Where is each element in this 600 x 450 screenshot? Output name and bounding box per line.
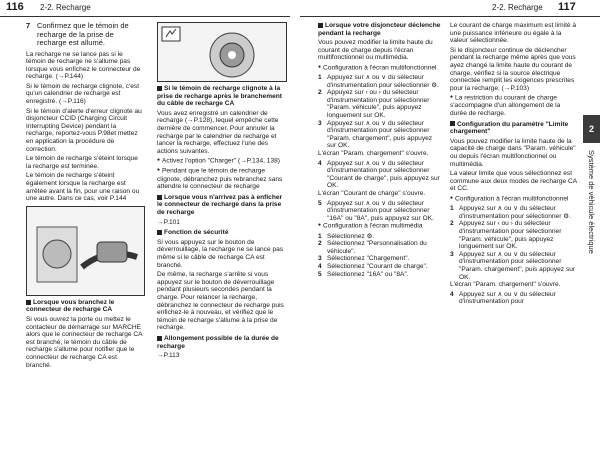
paragraph: Si vous appuyez sur le bouton de déverrouillage, la recharge ne se lance pas même si le câble de recharge CA est branché. xyxy=(157,238,284,269)
bullet-item: ● Configuration à l'écran multimédia xyxy=(318,222,442,230)
left-page-header xyxy=(0,0,290,15)
paragraph: L'écran "Param. chargement" s'ouvre. xyxy=(318,150,429,158)
step-5: 5 Appuyez sur ∧ ou ∨ du sélecteur d'instrumentation pour sélectionner "16A" ou "8A", puis appuyez sur OK. xyxy=(318,199,434,222)
paragraph: La recharge ne se lance pas si le témoin de recharge ne s'allume pas lorsque vous enfichez le connecteur de recharge. (→P.144) xyxy=(26,50,141,81)
section-heading: Lorsque votre disjoncteur déclenche pendant la recharge xyxy=(318,22,441,37)
paragraph: Le témoin de recharge s'éteint lorsque la recharge est terminée. xyxy=(26,155,138,170)
step-4: 4 Appuyez sur ∧ ou ∨ du sélecteur d'instrumentation pour sélectionner "Courant de charge", puis appuyez sur OK. xyxy=(318,159,440,190)
step-1: 1 Appuyez sur ∧ ou ∨ du sélecteur d'instrumentation pour sélectionner ⚙. xyxy=(318,74,439,89)
mm-step-2: 2 Sélectionnez "Personnalisation du véhicule". xyxy=(318,240,427,255)
connector-illustration xyxy=(27,207,144,295)
paragraph: L'écran "Param. chargement" s'ouvre. xyxy=(450,281,561,289)
step-number: 7 xyxy=(26,21,31,30)
paragraph: Vous pouvez modifier la limite haute du courant de charge depuis l'écran multifonctionnel ou multimédia. xyxy=(318,39,433,62)
bullet-item: ● Configuration à l'écran multifonctionnel xyxy=(318,64,442,72)
step-text: Confirmez que le témoin de recharge de la prise de recharge est allumé. xyxy=(37,21,129,47)
step-7 xyxy=(26,22,143,48)
mm-step-5: 5 Sélectionnez "16A" ou "8A". xyxy=(318,270,409,278)
paragraph: Vous pouvez modifier la limite haute de la capacité de charge dans "Param. véhicule" ou depuis l'écran multifonctionnel ou multimédia. xyxy=(450,137,576,168)
chapter-title: Système de véhicule électrique xyxy=(587,150,596,254)
paragraph: Le courant de charge maximum est limité à une puissance inférieure ou égale à la valeur sélectionnée. xyxy=(450,22,577,45)
paragraph: Si le disjoncteur continue de déclencher pendant la recharge même après que vous ayez changé la limite haute du courant de charge, vérifiez si la source électrique connectée remplit les exigences prescrites pour la recharge. (→P.103) xyxy=(450,46,576,92)
bullet-item: ● Configuration à l'écran multifonctionnel xyxy=(450,195,578,203)
paragraph: La valeur limite que vous sélectionnez est commune aux deux modes de recharge CA et CC. xyxy=(450,170,577,193)
chapter-side-label xyxy=(582,150,600,290)
right-page-number: 117 xyxy=(558,1,576,13)
right-page-header xyxy=(300,0,600,15)
paragraph: Le témoin de recharge s'éteint également lorsque la recharge est arrêtée avant la fin, pour une raison ou une autre. Dans ce cas, voir P.144 xyxy=(26,172,140,203)
bullet-item: ● La restriction du courant de charge s'accompagne d'un allongement de la durée de recharge. xyxy=(450,94,578,117)
paragraph: L'écran "Courant de charge" s'ouvre. xyxy=(318,190,426,198)
section-heading: Fonction de sécurité xyxy=(157,229,285,237)
column-2 xyxy=(157,22,285,362)
step-1: 1 Appuyez sur ∧ ou ∨ du sélecteur d'instrumentation pour sélectionner ⚙. xyxy=(450,205,571,220)
step-2: 2 Appuyez sur ‹ ou › du sélecteur d'instrumentation pour sélectionner "Param. véhicule", puis appuyez longuement sur OK. xyxy=(318,89,430,120)
paragraph: Si vous ouvrez la porte ou mettez le contacteur de démarrage sur MARCHE alors que le connecteur de recharge CA est branché, le témoin du câble de recharge s'allume pour notifier que le connecteur de recharge CA est branché. xyxy=(26,315,143,369)
paragraph: Vous avez enregistré un calendrier de recharge (→P.128), lequel empêche cette dernière de commencer. Pour annuler la recharge par le calendrier de recharge et lancer la recharge, effectuez l'une des actions suivantes. xyxy=(157,109,279,155)
charging-connector-photo xyxy=(26,206,145,296)
step-3: 3 Appuyez sur ∧ ou ∨ du sélecteur d'instrumentation pour sélectionner "Param. chargement", puis appuyez sur OK. xyxy=(450,250,576,281)
paragraph: Si le témoin de recharge clignote, c'est qu'un calendrier de recharge est enregistré. (→P.116) xyxy=(26,82,140,106)
left-page-number: 116 xyxy=(6,1,24,13)
page-reference: →P.101 xyxy=(157,218,180,226)
column-4 xyxy=(450,22,578,306)
section-heading: Allongement possible de la durée de recharge xyxy=(157,334,279,350)
step-2: 2 Appuyez sur ‹ ou › du sélecteur d'instrumentation pour sélectionner "Param. véhicule", puis appuyez longuement sur OK. xyxy=(450,220,562,251)
step-3: 3 Appuyez sur ∧ ou ∨ du sélecteur d'instrumentation pour sélectionner "Param. chargement", puis appuyez sur OK. xyxy=(318,119,433,150)
section-heading: Si le témoin de recharge clignote à la prise de recharge après le branchement du câble de recharge CA xyxy=(157,85,282,108)
page-reference: →P.113 xyxy=(157,352,180,360)
mm-step-1: 1 Sélectionnez ⚙. xyxy=(318,232,375,240)
right-section-title: 2-2. Recharge xyxy=(492,3,543,12)
bullet-item: ● Activez l'option "Charger" (→P.134, 138) xyxy=(157,157,285,165)
section-heading: Lorsque vous branchez le connecteur de recharge CA xyxy=(26,298,115,314)
paragraph: Si le témoin d'alerte d'erreur clignote au disjoncteur CCID (Charging Circuit Interrupting Device) pendant la recharge, reportez-vous P.98et mettez en application la procédure de correction. xyxy=(26,107,142,153)
left-section-title: 2-2. Recharge xyxy=(40,3,91,12)
column-3 xyxy=(318,22,442,278)
left-header-rule xyxy=(0,16,290,17)
section-heading: Configuration du paramètre "Limite chargement" xyxy=(450,120,569,136)
chapter-tab: 2 xyxy=(583,115,600,143)
right-header-rule xyxy=(300,16,600,17)
mm-step-4: 4 Sélectionnez "Courant de charge". xyxy=(318,262,428,270)
column-1 xyxy=(26,22,143,371)
bullet-item: ● Pendant que le témoin de recharge clignote, débranchez puis rebranchez sans attendre le connecteur de recharge xyxy=(157,167,285,190)
step-4: 4 Appuyez sur ∧ ou ∨ du sélecteur d'instrumentation pour xyxy=(450,290,556,306)
charge-port-illustration xyxy=(158,23,286,81)
mm-step-3: 3 Sélectionnez "Chargement". xyxy=(318,255,410,263)
section-heading: Lorsque vous n'arrivez pas à enficher le connecteur de recharge dans la prise de recharge xyxy=(157,193,283,216)
charge-port-photo xyxy=(157,22,287,82)
paragraph: De même, la recharge s'arrête si vous appuyez sur le bouton de déverrouillage pendant plusieurs secondes pendant la charge. Pour relancer la recharge, débranchez le connecteur de recharge puis enfichez-le à nouveau, et vérifiez que le témoin de recharge s'allume à la prise de recharge. xyxy=(157,271,284,332)
